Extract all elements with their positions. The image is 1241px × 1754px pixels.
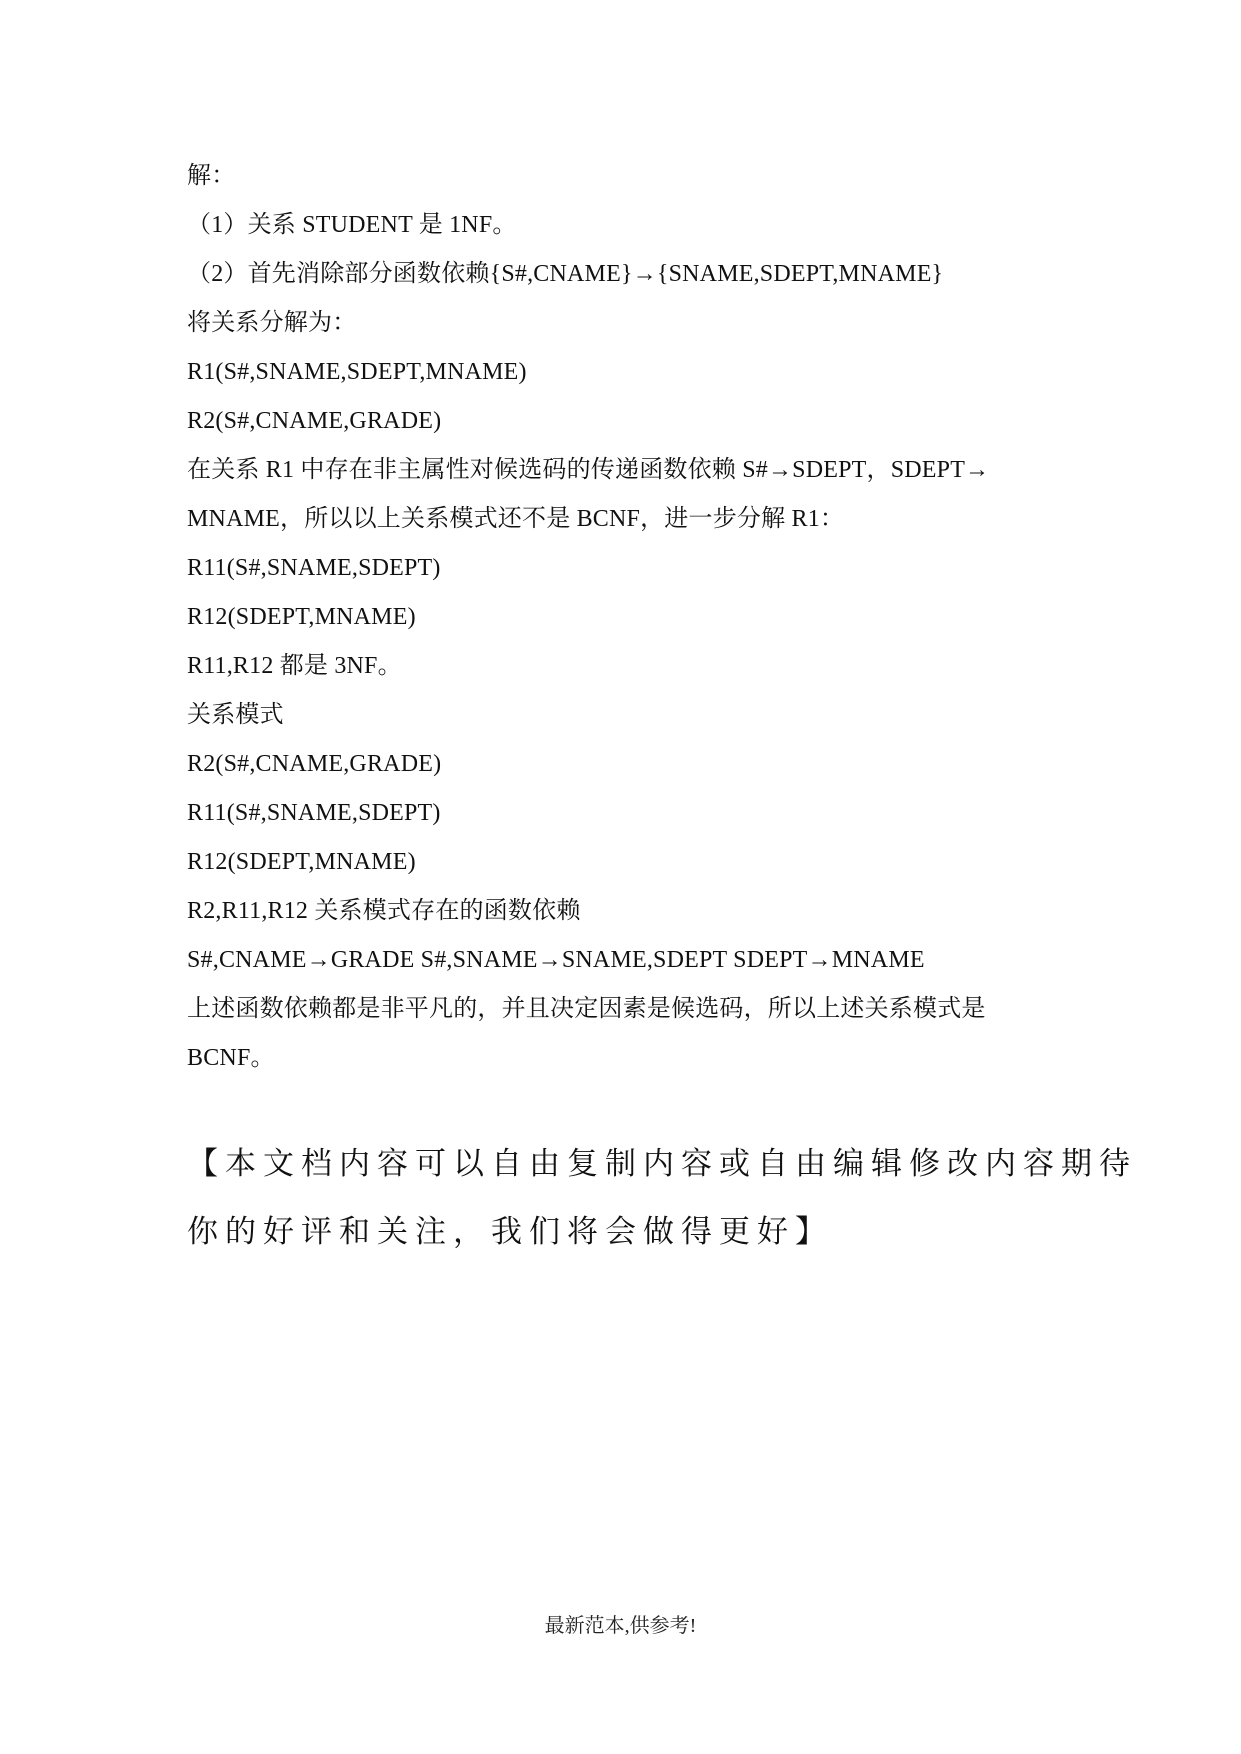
document-body xyxy=(187,152,1067,1083)
text-line: 将关系分解为： xyxy=(187,310,357,336)
text-line: R12(SDEPT,MNAME) xyxy=(187,604,416,630)
text-line: 在关系 R1 中存在非主属性对候选码的传递函数依赖 S#→SDEPT，SDEPT→ xyxy=(187,457,990,483)
text-line: 上述函数依赖都是非平凡的，并且决定因素是候选码，所以上述关系模式是 xyxy=(187,996,986,1022)
text-line: BCNF。 xyxy=(187,1045,275,1071)
notice-line: 你的好评和关注，我们将会做得更好】 xyxy=(187,1214,833,1250)
text-line: R2(S#,CNAME,GRADE) xyxy=(187,408,442,434)
copy-notice xyxy=(187,1130,1137,1266)
text-line: MNAME，所以以上关系模式还不是 BCNF，进一步分解 R1： xyxy=(187,506,845,532)
text-line: （2）首先消除部分函数依赖{S#,CNAME}→{SNAME,SDEPT,MNAME} xyxy=(187,261,944,287)
text-line: （1）关系 STUDENT 是 1NF。 xyxy=(187,212,517,238)
text-line: 关系模式 xyxy=(187,702,284,728)
text-line: R11,R12 都是 3NF。 xyxy=(187,653,402,679)
text-line: S#,CNAME→GRADE S#,SNAME→SNAME,SDEPT SDEPT→MNAME xyxy=(187,947,925,973)
text-line: R1(S#,SNAME,SDEPT,MNAME) xyxy=(187,359,527,385)
text-line: R11(S#,SNAME,SDEPT) xyxy=(187,555,441,581)
text-line: 解： xyxy=(187,163,236,189)
notice-line: 【本文档内容可以自由复制内容或自由编辑修改内容期待 xyxy=(187,1146,1137,1182)
text-line: R11(S#,SNAME,SDEPT) xyxy=(187,800,441,826)
text-line: R12(SDEPT,MNAME) xyxy=(187,849,416,875)
text-line: R2(S#,CNAME,GRADE) xyxy=(187,751,442,777)
page-footer: 最新范本,供参考! xyxy=(544,1615,697,1637)
text-line: R2,R11,R12 关系模式存在的函数依赖 xyxy=(187,898,581,924)
